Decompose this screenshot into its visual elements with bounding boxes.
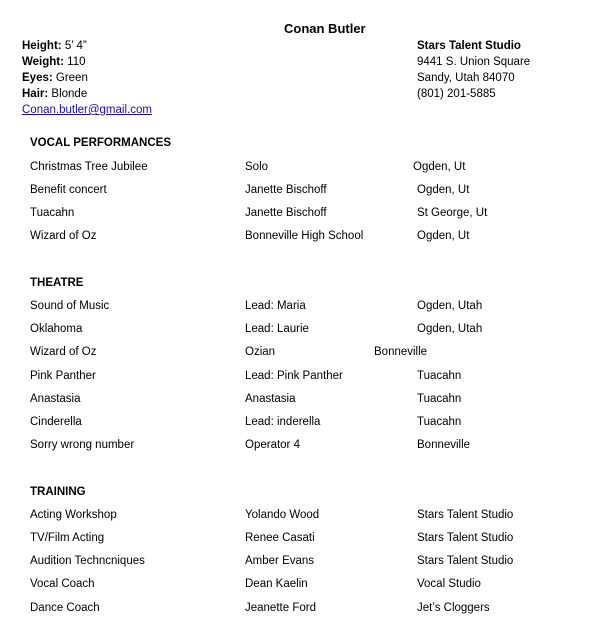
theatre-role: Lead: inderella [245, 416, 321, 428]
vocal-title: Tuacahn [30, 207, 75, 219]
theatre-location: Bonneville [417, 439, 471, 451]
email-link[interactable]: Conan.butler@gmail.com [22, 104, 152, 116]
weight-label: Weight: [22, 56, 64, 68]
vocal-title: Christmas Tree Jubilee [30, 161, 148, 173]
training-course: Dance Coach [30, 602, 100, 614]
section-heading-vocal: VOCAL PERFORMANCES [30, 137, 171, 149]
height-value: 5’ 4” [64, 40, 87, 52]
page-title: Conan Butler [284, 21, 366, 36]
weight-value: 110 [67, 56, 86, 68]
theatre-role: Operator 4 [245, 439, 300, 451]
vocal-role: Janette Bischoff [245, 184, 327, 196]
vocal-location: Ogden, Ut [417, 184, 470, 196]
agency-address2: Sandy, Utah 84070 [417, 72, 515, 84]
training-studio: Jet’s Cloggers [417, 602, 490, 614]
vocal-location: Ogden, Ut [417, 230, 470, 242]
eyes-value: Green [55, 72, 88, 84]
agency-name: Stars Talent Studio [417, 40, 521, 52]
theatre-role: Lead: Pink Panther [245, 370, 343, 382]
training-course: Vocal Coach [30, 578, 95, 590]
theatre-role: Anastasia [245, 393, 296, 405]
theatre-location: Ogden, Utah [417, 300, 483, 312]
theatre-title: Sorry wrong number [30, 439, 135, 451]
theatre-title: Oklahoma [30, 323, 83, 335]
agency-address1: 9441 S. Union Square [417, 56, 531, 68]
vocal-role: Solo [245, 161, 269, 173]
vocal-role: Bonneville High School [245, 230, 364, 242]
eyes-line [22, 70, 88, 86]
training-studio: Stars Talent Studio [417, 509, 514, 521]
theatre-title: Sound of Music [30, 300, 110, 312]
section-heading-theatre: THEATRE [30, 277, 84, 289]
vocal-role: Janette Bischoff [245, 207, 327, 219]
theatre-title: Cinderella [30, 416, 82, 428]
hair-value: Blonde [51, 88, 88, 100]
theatre-title: Pink Panther [30, 370, 96, 382]
training-instructor: Dean Kaelin [245, 578, 308, 590]
training-course: TV/Film Acting [30, 532, 105, 544]
height-label: Height: [22, 40, 62, 52]
training-instructor: Amber Evans [245, 555, 315, 567]
vocal-title: Wizard of Oz [30, 230, 97, 242]
training-course: Acting Workshop [30, 509, 117, 521]
training-instructor: Jeanette Ford [245, 602, 316, 614]
eyes-label: Eyes: [22, 72, 53, 84]
theatre-title: Wizard of Oz [30, 346, 97, 358]
theatre-title: Anastasia [30, 393, 81, 405]
hair-label: Hair: [22, 88, 49, 100]
theatre-role: Lead: Laurie [245, 323, 309, 335]
training-instructor: Yolando Wood [245, 509, 320, 521]
hair-line [22, 86, 87, 102]
training-studio: Stars Talent Studio [417, 532, 514, 544]
theatre-location: Bonneville [374, 346, 428, 358]
theatre-location: Tuacahn [417, 370, 462, 382]
agency-phone: (801) 201-5885 [417, 88, 496, 100]
vocal-location: St George, Ut [417, 207, 488, 219]
training-course: Audition Techncniques [30, 555, 145, 567]
theatre-location: Ogden, Utah [417, 323, 483, 335]
theatre-role: Ozian [245, 346, 276, 358]
training-studio: Stars Talent Studio [417, 555, 514, 567]
training-instructor: Renee Casati [245, 532, 315, 544]
vocal-title: Benefit concert [30, 184, 107, 196]
vocal-location: Ogden, Ut [413, 161, 466, 173]
weight-line [22, 54, 86, 70]
theatre-role: Lead: Maria [245, 300, 306, 312]
section-heading-training: TRAINING [30, 486, 86, 498]
height-line [22, 38, 87, 54]
training-studio: Vocal Studio [417, 578, 481, 590]
theatre-location: Tuacahn [417, 393, 462, 405]
theatre-location: Tuacahn [417, 416, 462, 428]
